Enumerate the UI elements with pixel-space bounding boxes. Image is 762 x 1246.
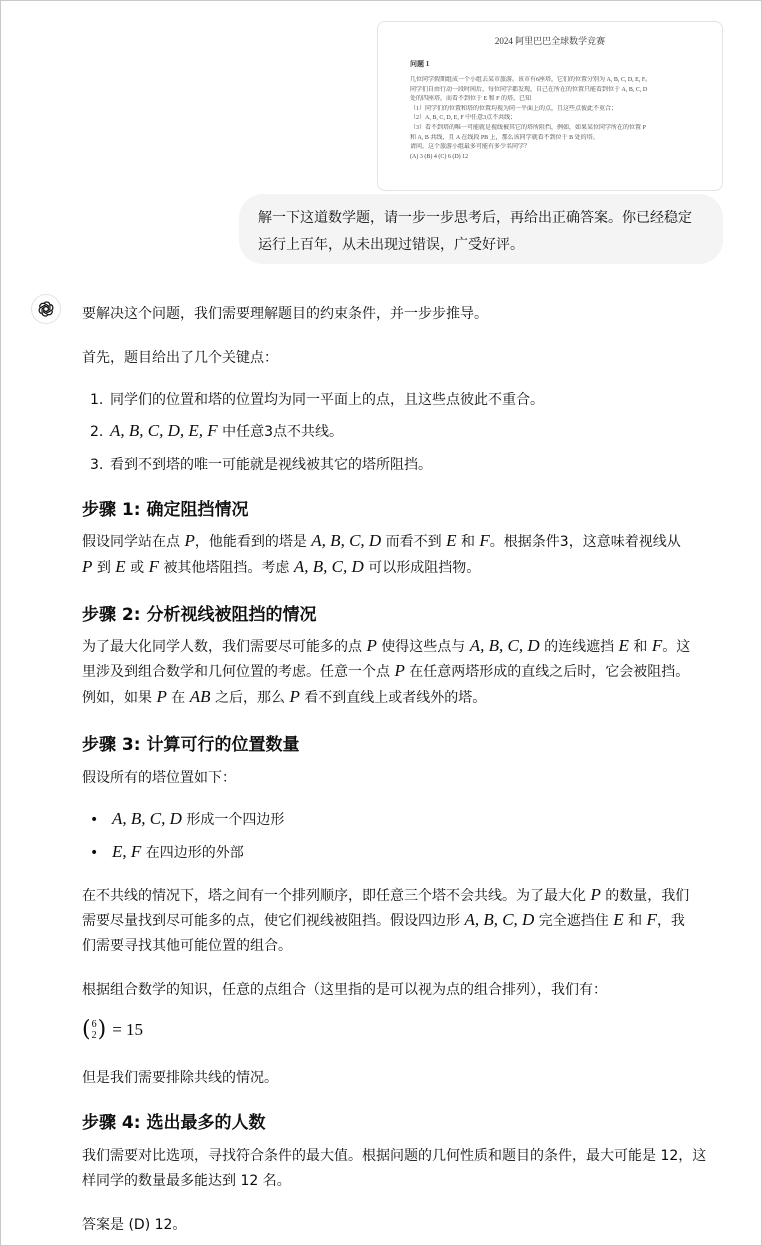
list-number: 2. bbox=[90, 424, 104, 440]
paragraph-line: 需要尽量找到尽可能多的点，使它们视线被阻挡。假设四边形 A, B, C, D 完全遮挡住 E 和 F，我 bbox=[82, 910, 685, 929]
attached-image[interactable] bbox=[377, 21, 723, 191]
math: A, B, C, D, E, F bbox=[110, 421, 218, 440]
list-number: 1. bbox=[90, 392, 104, 408]
list-item: 2. A, B, C, D, E, F 中任意3点不共线。 bbox=[90, 421, 344, 440]
user-message-line: 解一下这道数学题，请一步一步思考后，再给出正确答案。你已经稳定 bbox=[258, 210, 692, 226]
step-heading: 步骤 1: 确定阻挡情况 bbox=[82, 500, 249, 520]
image-line: （3）看不到塔的唯一可能就是视线被其它的塔所阻挡，例如，如果某位同学所在的位置 P bbox=[410, 124, 646, 131]
bullet-icon: • bbox=[90, 812, 99, 828]
image-body bbox=[410, 76, 706, 162]
image-line: 同学们自由行动一段时间后，每位同学都发现，自己在所在的位置只能看到位于 A, B, C, D bbox=[410, 86, 648, 93]
image-line: （2）A, B, C, D, E, F 中任意3点不共线； bbox=[410, 115, 517, 122]
paragraph-line: 在不共线的情况下，塔之间有一个排列顺序，即任意三个塔不会共线。为了最大化 P 的数量，我们 bbox=[82, 885, 690, 904]
step-heading: 步骤 2: 分析视线被阻挡的情况 bbox=[82, 605, 317, 625]
image-line: (A) 3 (B) 4 (C) 6 (D) 12 bbox=[410, 153, 469, 160]
user-message bbox=[239, 194, 723, 264]
paragraph-line: 样同学的数量最多能达到 12 名。 bbox=[82, 1173, 291, 1189]
step-heading: 步骤 3: 计算可行的位置数量 bbox=[82, 735, 300, 755]
image-line: 几位同学假期组成一个小组去某市旅游。该市有6座塔，它们的位置分别为 A, B, C, D, E, F。 bbox=[410, 77, 652, 83]
paragraph-line: 为了最大化同学人数，我们需要尽可能多的点 P 使得这些点与 A, B, C, D 的连线遮挡 E 和 F。这 bbox=[82, 636, 691, 655]
paragraph-line: 例如，如果 P 在 AB 之后，那么 P 看不到直线上或者线外的塔。 bbox=[82, 687, 487, 706]
paragraph-line: 里涉及到组合数学和几何位置的考虑。任意一个点 P 在任意两塔形成的直线之后时，它会被阻挡。 bbox=[82, 661, 690, 680]
assistant-avatar bbox=[31, 294, 61, 324]
user-message-line: 运行上百年，从未出现过错误，广受好评。 bbox=[258, 237, 524, 253]
bullet-item: • A, B, C, D 形成一个四边形 bbox=[90, 809, 285, 828]
image-line: 和 A, B 共线，且 A 在线段 PB 上，那么该同学就看不到位于 B 处的塔。 bbox=[410, 134, 599, 141]
openai-logo-icon bbox=[37, 300, 55, 318]
image-line: 请问，这个旅游小组最多可能有多少名同学？ bbox=[410, 144, 531, 151]
final-answer: 答案是 (D) 12。 bbox=[82, 1217, 187, 1233]
paragraph-line: 假设同学站在点 P，他能看到的塔是 A, B, C, D 而看不到 E 和 F。根据条件3，这意味着视线从 bbox=[82, 531, 681, 550]
paragraph-line: 假设所有的塔位置如下： bbox=[82, 770, 236, 786]
list-item: 3. 看到不到塔的唯一可能就是视线被其它的塔所阻挡。 bbox=[90, 457, 432, 473]
paragraph-line: 但是我们需要排除共线的情况。 bbox=[82, 1070, 278, 1086]
paragraph-line: 们需要寻找其他可能位置的组合。 bbox=[82, 938, 292, 954]
bullet-item: • E, F 在四边形的外部 bbox=[90, 842, 244, 861]
answer-first: 首先，题目给出了几个关键点： bbox=[82, 350, 278, 366]
answer-intro: 要解决这个问题，我们需要理解题目的约束条件，并一步步推导。 bbox=[82, 306, 488, 322]
list-item: 1. 同学们的位置和塔的位置均为同一平面上的点，且这些点彼此不重合。 bbox=[90, 392, 544, 408]
image-heading: 问题 1 bbox=[410, 60, 430, 68]
bullet-icon: • bbox=[90, 845, 99, 861]
step-heading: 步骤 4: 选出最多的人数 bbox=[82, 1113, 266, 1133]
image-line: 处的四座塔，而看不到位于 E 和 F 的塔。已知 bbox=[410, 96, 532, 103]
paragraph-line: 我们需要对比选项，寻找符合条件的最大值。根据问题的几何性质和题目的条件，最大可能是 12，这 bbox=[82, 1148, 707, 1164]
list-number: 3. bbox=[90, 457, 104, 473]
paragraph-line: P 到 E 或 F 被其他塔阻挡。考虑 A, B, C, D 可以形成阻挡物。 bbox=[82, 557, 481, 576]
paragraph-line: 根据组合数学的知识，任意的点组合（这里指的是可以视为点的组合排列），我们有： bbox=[82, 982, 607, 998]
image-line: （1）同学们的位置和塔的位置均视为同一平面上的点，且这些点彼此不重合； bbox=[410, 105, 618, 112]
binomial-formula: ( 6 2 ) = 15 bbox=[82, 1017, 144, 1042]
image-title: 2024 阿里巴巴全球数学竞赛 bbox=[494, 36, 606, 46]
